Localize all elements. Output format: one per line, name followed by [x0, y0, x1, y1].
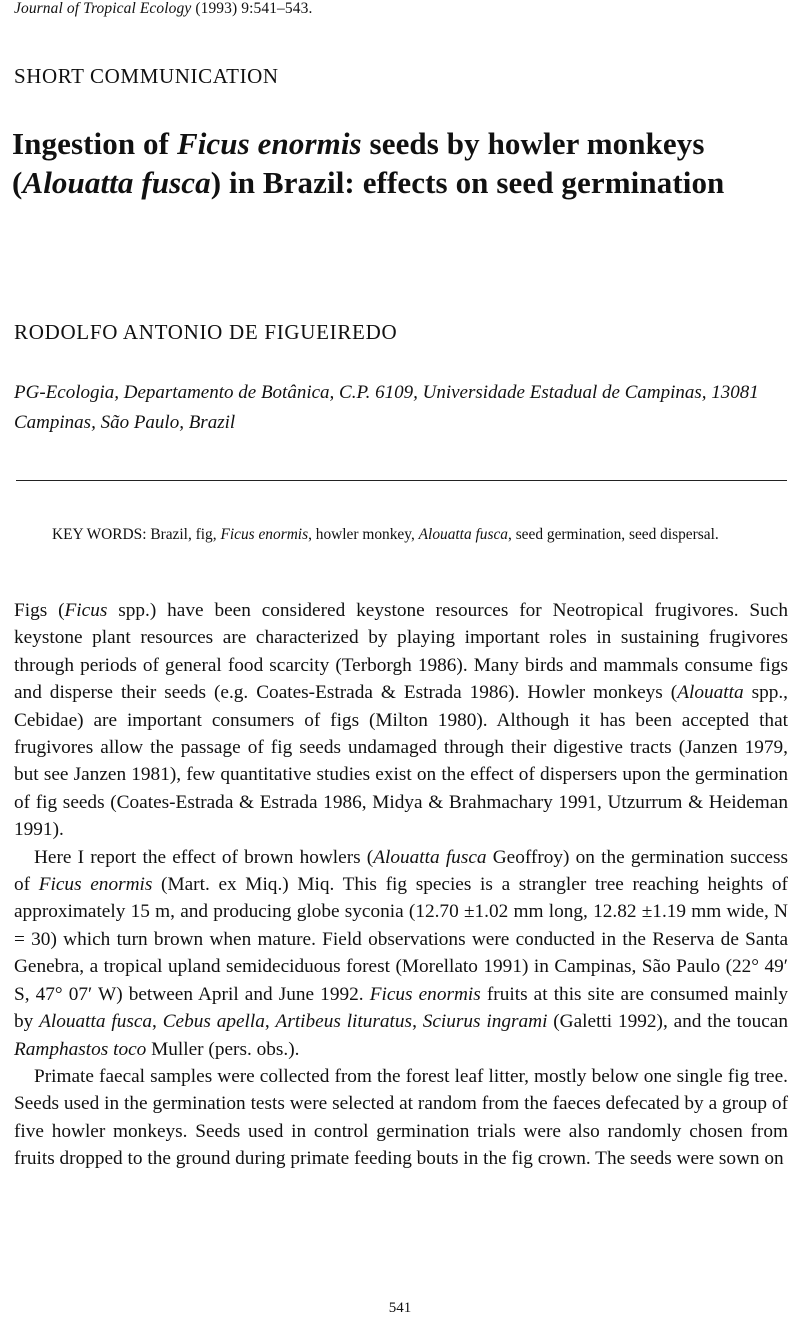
paragraph-2: Here I report the effect of brown howlers (Alouatta fusca Geoffroy) on the germination success of Ficus enormis (Mart. ex Miq.) Miq. This fig species is a strangler tree reaching heights of approximately 15 m, and producing globe syconia (12.70 ±1.02 mm long, 12.82 ±1.19 mm wide, N = 30) which turn brown when mature. Field observations were conducted in the Reserva de Santa Genebra, a tropical upland semideciduous forest (Morellato 1991) in Campinas, São Paulo (22° 49′ S, 47° 07′ W) between April and June 1992. Ficus enormis fruits at this site are consumed mainly by Alouatta fusca, Cebus apella, Artibeus lituratus, Sciurus ingrami (Galetti 1992), and the toucan Ramphastos toco Muller (pers. obs.).: [14, 846, 789, 1060]
journal-volume-pages: (1993) 9:541–543.: [195, 0, 313, 17]
title-species-alouatta: Alouatta fusca: [22, 165, 211, 200]
title-text: seeds by howler monkeys (: [12, 126, 705, 200]
journal-name: Journal of Tropical Ecology: [14, 0, 192, 17]
article-title: [12, 124, 782, 202]
page-number: 541: [388, 1300, 412, 1316]
paragraph-1: Figs (Ficus spp.) have been considered keystone resources for Neotropical frugivores. Such keystone plant resources are characterized by playing important roles in sustaining frugivores through periods of general food scarcity (Terborgh 1986). Many birds and mammals consume figs and disperse their seeds (e.g. Coates-Estrada & Estrada 1986). Howler monkeys (Alouatta spp., Cebidae) are important consumers of figs (Milton 1980). Although it has been accepted that frugivores allow the passage of fig seeds undamaged through their digestive tracts (Janzen 1979, but see Janzen 1981), few quantitative studies exist on the effect of dispersers upon the germination of fig seeds (Coates-Estrada & Estrada 1986, Midya & Brahmachary 1991, Utzurrum & Heideman 1991).: [14, 600, 788, 841]
title-species-ficus: Ficus enormis: [176, 126, 362, 161]
author-affiliation: PG-Ecologia, Departamento de Botânica, C.P. 6109, Universidade Estadual de Campinas, 13081 Campinas, São Paulo, Brazil: [14, 382, 759, 433]
keywords: KEY WORDS: Brazil, fig, Ficus enormis, howler monkey, Alouatta fusca, seed germination, seed dispersal.: [52, 526, 719, 543]
section-label: SHORT COMMUNICATION: [14, 64, 279, 88]
journal-citation: [14, 0, 312, 18]
title-text: Ingestion of: [12, 126, 177, 161]
divider-rule: [16, 480, 787, 481]
author-name: RODOLFO ANTONIO DE FIGUEIREDO: [14, 320, 398, 344]
title-text: ) in Brazil: effects on seed germination: [210, 165, 725, 200]
paragraph-3: Primate faecal samples were collected from the forest leaf litter, mostly below one single fig tree. Seeds used in the germination tests were selected at random from the faeces defecated by a group of five howler monkeys. Seeds used in control germination trials were also randomly chosen from fruits dropped to the ground during primate feeding bouts in the fig crown. The seeds were sown on: [14, 1065, 788, 1170]
article-body: [14, 597, 788, 1173]
